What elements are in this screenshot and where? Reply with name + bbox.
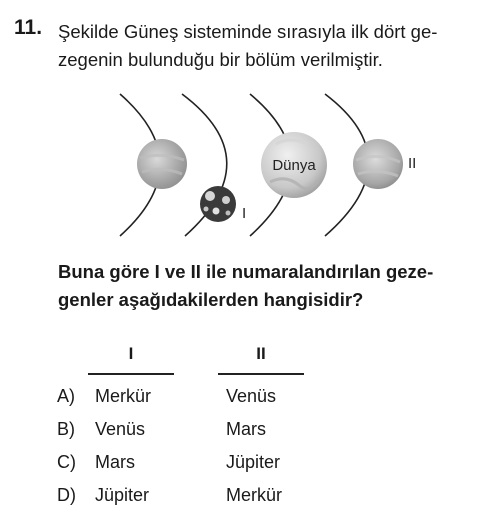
prompt-line: genler aşağıdakilerden hangisidir? [58, 289, 364, 310]
option-planet-II: Mars [226, 419, 266, 439]
column-header-II: II [256, 344, 266, 363]
option-c[interactable] [0, 452, 504, 480]
column-header-I: I [128, 344, 134, 363]
planet-I-spot [213, 208, 220, 215]
option-planet-I: Merkür [95, 386, 152, 406]
option-planet-I: Jüpiter [95, 485, 150, 505]
solar-system-figure [100, 86, 420, 246]
planet-II [353, 139, 403, 189]
option-a[interactable] [0, 386, 504, 414]
option-planet-I: Mars [95, 452, 135, 472]
prompt-line: Buna göre I ve II ile numaralandırılan geze- [58, 261, 434, 282]
planet-I-spot [226, 211, 231, 216]
stem-line: zegenin bulunduğu bir bölüm verilmiştir. [58, 49, 383, 70]
option-planet-I: Venüs [95, 419, 146, 439]
label-I: I [242, 205, 247, 222]
planet-1 [137, 139, 187, 189]
question-number: 11. [14, 16, 43, 39]
earth-label: Dünya [272, 157, 316, 174]
option-planet-II: Jüpiter [226, 452, 281, 472]
planet-I-spot [204, 207, 209, 212]
question-stem [58, 18, 488, 74]
planet-I-spot [222, 196, 230, 204]
label-II: II [408, 155, 417, 172]
option-letter: C) [57, 452, 76, 472]
planet-I-spot [205, 191, 215, 201]
option-planet-II: Merkür [226, 485, 283, 505]
option-letter: A) [57, 386, 75, 406]
question-prompt [58, 258, 488, 314]
option-b[interactable] [0, 419, 504, 447]
option-d[interactable] [0, 485, 504, 513]
column-rule-II [218, 373, 304, 375]
stem-line: Şekilde Güneş sisteminde sırasıyla ilk dört ge- [58, 21, 438, 42]
option-letter: D) [57, 485, 76, 505]
option-planet-II: Venüs [226, 386, 277, 406]
option-letter: B) [57, 419, 75, 439]
column-rule-I [88, 373, 174, 375]
planet-I [200, 186, 236, 222]
